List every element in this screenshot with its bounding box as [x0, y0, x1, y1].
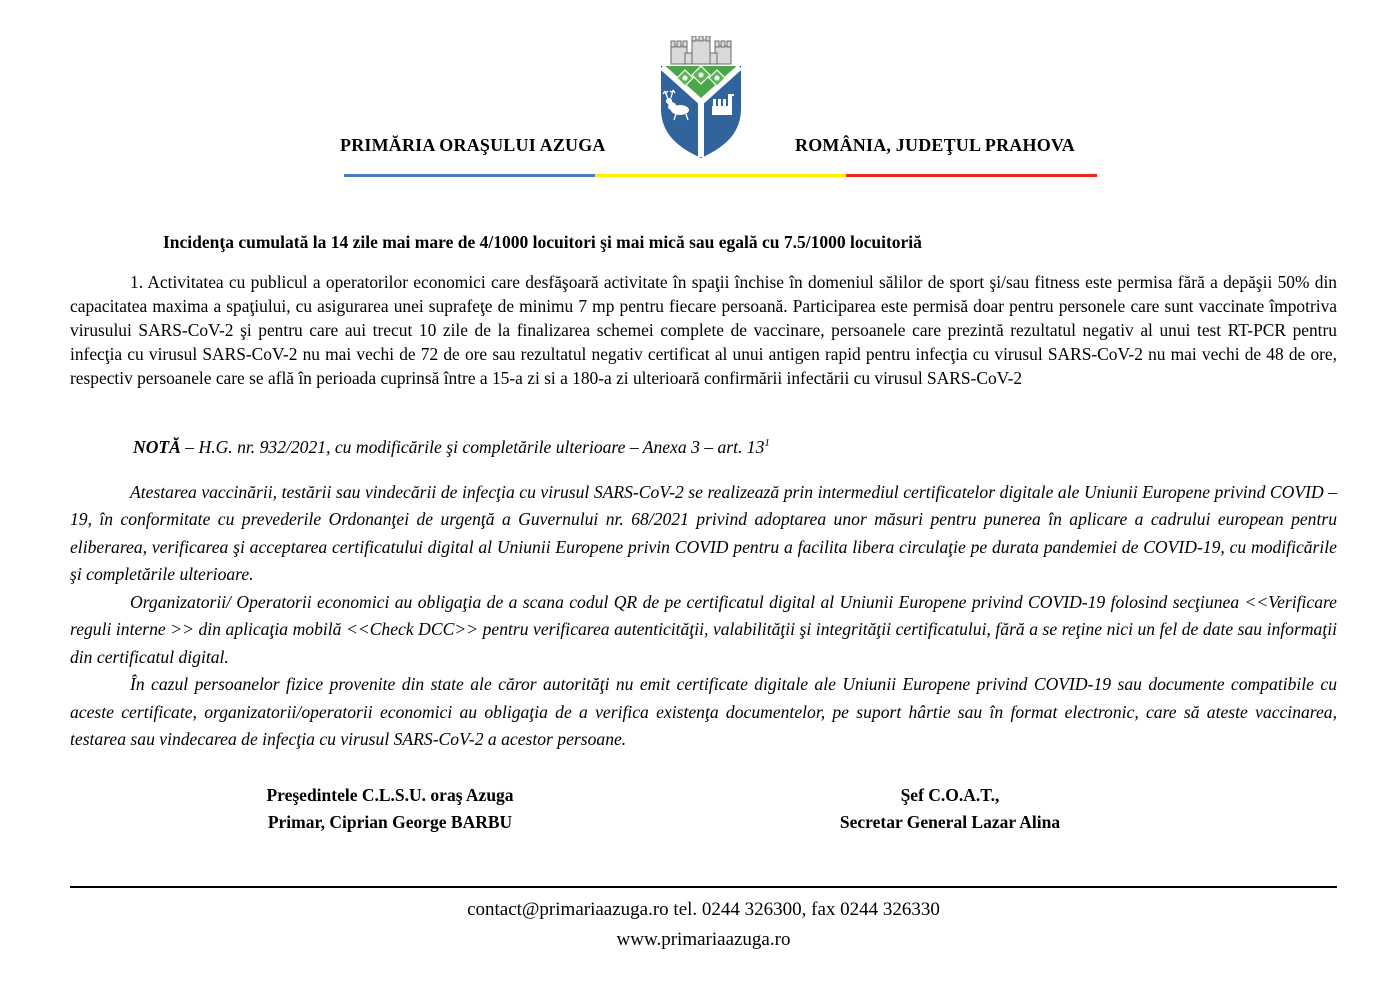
- org-name-right: ROMÂNIA, JUDEŢUL PRAHOVA: [795, 135, 1075, 155]
- excerpt-paragraph-certificates: Atestarea vaccinării, testării sau vindecării de infecţia cu virusul SARS-CoV-2 se realizează prin intermediul certificatelor digitale ale Uniunii Europene privind COVID – 19, în conformitate cu prevederile Ordonanţei de urgenţă a Guvernului nr. 68/2021 privind adoptarea unor măsuri pentru punerea în aplicare a cadrului european pentru eliberarea, verificarea şi acceptarea certificatului digital al Uniunii Europene privin COVID pentru a facilita libera circulaţie pe durata pandemiei de COVID-19, cu modificările şi completările ulterioare.: [70, 481, 1337, 585]
- paragraph-activity-rules: 1. Activitatea cu publicul a operatorilor economici care desfăşoară activitate în spaţii închise în domeniul sălilor de sport şi/sau fitness este permisa fără a depăşii 50% din capacitatea maxima a spaţiului, cu asigurarea unei suprafeţe de minimu 7 mp pentru fiecare persoană. Participarea este permisă doar pentru personele care sunt vaccinate împotriva virusului SARS-CoV-2 şi pentru care aui trecut 10 zile de la finalizarea schemei complete de vaccinare, persoanele care prezintă rezultatul negativ al unui test RT-PCR pentru infecţia cu virusul SARS-CoV-2 nu mai vechi de 72 de ore sau rezultatul negativ certificat al unui antigen rapid pentru infecţia cu virusul SARS-CoV-2 nu mai vechi de 48 de ore, respectiv persoanele care se află în perioada cuprinsă între a 15-a zi si a 180-a zi ulterioară confirmării infectării cu virusul SARS-CoV-2: [70, 272, 1337, 388]
- nota-footnote-superscript: 1: [764, 437, 770, 449]
- footer-website: www.primariaazuga.ro: [616, 928, 791, 950]
- document-content: [70, 230, 1337, 953]
- footer-divider: [70, 886, 1337, 888]
- footer-contact: contact@primariaazuga.ro tel. 0244 326300, fax 0244 326330: [467, 898, 940, 920]
- nota-label: NOTĂ: [133, 436, 181, 457]
- shield-shape: [661, 66, 741, 158]
- mural-crown-icon: [671, 36, 731, 64]
- signature-president: [70, 782, 710, 836]
- signature-row: [70, 782, 1337, 836]
- signature-secretary-name: Secretar General Lazar Alina: [839, 811, 1061, 832]
- signature-president-title: Preşedintele C.L.S.U. oraş Azuga: [266, 784, 514, 805]
- romanian-flag-rule: [344, 174, 1097, 177]
- nota-reference-line: [70, 430, 1337, 461]
- org-name-left: PRIMĂRIA ORAŞULUI AZUGA: [340, 135, 606, 155]
- signature-president-name: Primar, Ciprian George BARBU: [267, 811, 513, 832]
- excerpt-paragraph-foreign-documents: În cazul persoanelor fizice provenite din state ale căror autorităţi nu emit certificate digitale ale Uniunii Europene privind COVID-19 sau documente compatibile cu aceste certificate, organizatorii/operatorii economici au obligaţia de a verifica existenţa documentelor, pe suport hârtie sau în format electronic, care să ateste vaccinarea, testarea sau vindecarea de infecţia cu virusul SARS-CoV-2 a acestor persoane.: [70, 674, 1337, 750]
- signature-secretary-title: Şef C.O.A.T.,: [900, 784, 1000, 805]
- flag-segment-red: [846, 174, 1097, 177]
- flag-segment-blue: [344, 174, 595, 177]
- flag-segment-yellow: [595, 174, 846, 177]
- legal-excerpt-block: [70, 479, 1337, 754]
- document-title: Incidenţa cumulată la 14 zile mai mare de 4/1000 locuitori şi mai mică sau egală cu 7.5/1000 locuitoriă: [163, 232, 922, 252]
- azuga-coat-of-arms-icon: [655, 36, 747, 160]
- signature-secretary: [710, 782, 1190, 836]
- excerpt-paragraph-qr-scan: Organizatorii/ Operatorii economici au obligaţia de a scana codul QR de pe certificatul digital al Uniunii Europene privind COVID-19 folosind secţiunea <<Verificare reguli interne >> din aplicaţia mobilă <<Check DCC>> pentru verificarea autenticităţii, valabilităţii şi integrităţii certificatului, fără a se reţine nici un fel de date sau informaţii din certificatul digital.: [70, 591, 1337, 667]
- nota-text: – H.G. nr. 932/2021, cu modificările şi completările ulterioare – Anexa 3 – art. 13: [180, 436, 765, 457]
